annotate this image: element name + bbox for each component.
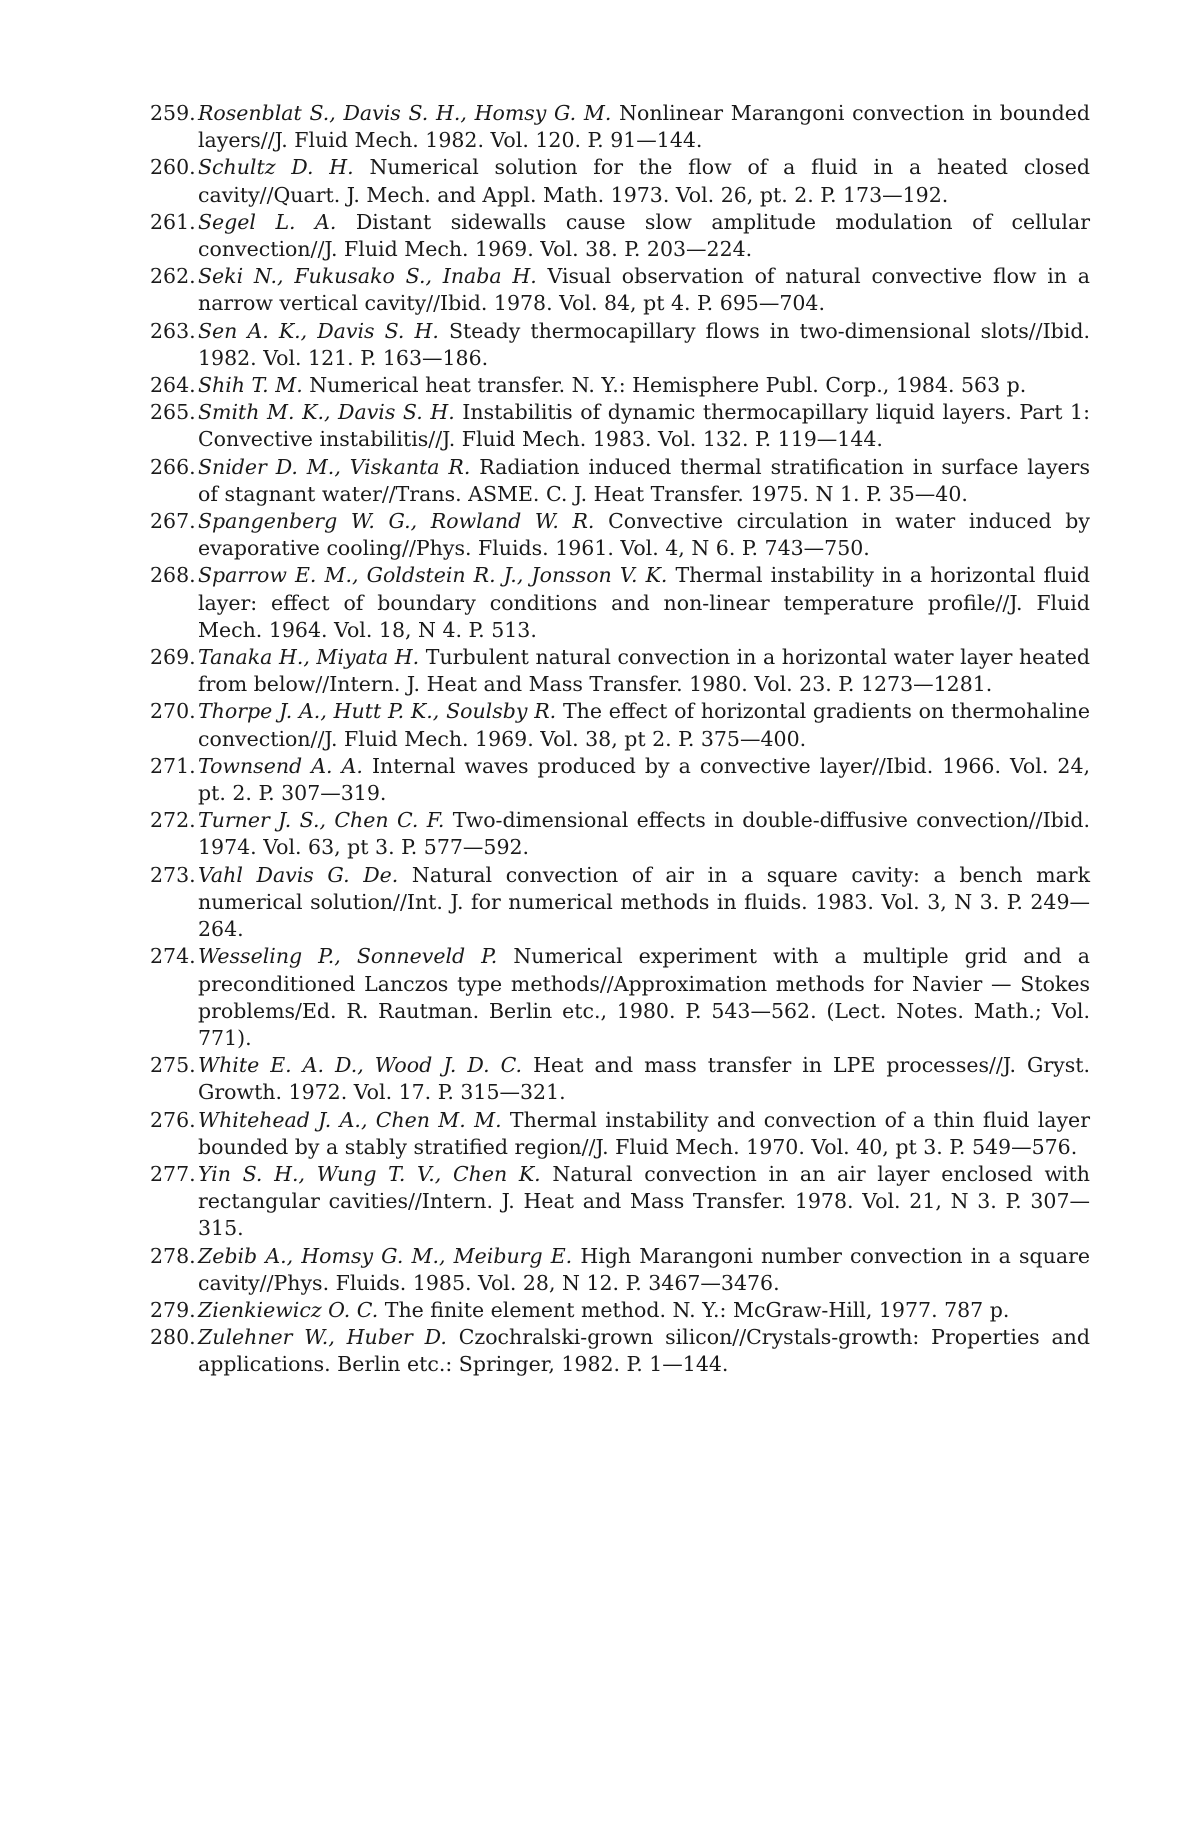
reference-authors: Yin S. H., Wung T. V., Chen K. [198,1161,541,1186]
reference-number: 277. [150,1161,196,1186]
reference-text: Instabilitis of dynamic thermocapillary liquid layers. Part 1: Convective instabilitis//J. Fluid Mech. 1983. Vol. 132. P. 119—144. [198,400,1090,452]
reference-number: 262. [150,264,196,289]
reference-text: Convective circulation in water induced by evaporative cooling//Phys. Fluids. 1961. Vol. 4, N 6. P. 743—750. [198,509,1090,561]
reference-text: Turbulent natural convection in a horizontal water layer heated from below//Intern. J. Heat and Mass Transfer. 1980. Vol. 23. P. 1273—1281. [198,645,1090,697]
reference-item-263 [150,318,1090,372]
reference-authors: Snider D. M., Viskanta R. [198,454,471,479]
reference-item-269 [150,644,1090,698]
reference-authors: Townsend A. A. [198,753,363,778]
reference-authors: Zebib A., Homsy G. M., Meiburg E. [198,1243,573,1268]
reference-text: Numerical solution for the flow of a fluid in a heated closed cavity//Quart. J. Mech. and Appl. Math. 1973. Vol. 26, pt. 2. P. 173—192. [198,155,1090,207]
reference-item-274 [150,943,1090,1052]
reference-text: Visual observation of natural convective flow in a narrow vertical cavity//Ibid. 1978. Vol. 84, pt 4. P. 695—704. [198,264,1090,316]
reference-number: 264. [150,373,196,398]
reference-authors: Sen A. K., Davis S. H. [198,318,439,343]
reference-text: Heat and mass transfer in LPE processes//J. Gryst. Growth. 1972. Vol. 17. P. 315—321. [198,1053,1090,1105]
reference-text: Thermal instability and convection of a thin fluid layer bounded by a stably stratified region//J. Fluid Mech. 1970. Vol. 40, pt 3. P. 549—576. [198,1107,1090,1159]
reference-item-270 [150,698,1090,752]
reference-number: 271. [150,753,196,778]
reference-number: 269. [150,645,196,670]
reference-text: Nonlinear Marangoni convection in bounded layers//J. Fluid Mech. 1982. Vol. 120. P. 91—144. [198,101,1091,153]
reference-item-265 [150,399,1090,453]
reference-number: 280. [150,1325,196,1350]
reference-item-262 [150,263,1090,317]
reference-number: 261. [150,209,196,234]
reference-item-272 [150,807,1090,861]
reference-text: Numerical experiment with a multiple grid and a preconditioned Lanczos type methods//Approximation methods for Navier — Stokes problems/Ed. R. Rautman. Berlin etc., 1980. P. 543—562. (Lect. Notes. Math.; Vol. 771). [198,944,1090,1050]
reference-text: Internal waves produced by a convective layer//Ibid. 1966. Vol. 24, pt. 2. P. 307—319. [198,753,1091,806]
reference-text: Two-dimensional effects in double-diffusive convection//Ibid. 1974. Vol. 63, pt 3. P. 577—592. [198,808,1091,860]
reference-authors: Seki N., Fukusako S., Inaba H. [198,264,537,289]
reference-number: 267. [150,509,196,534]
reference-text: Natural convection in an air layer enclosed with rectangular cavities//Intern. J. Heat and Mass Transfer. 1978. Vol. 21, N 3. P. 307—315. [198,1161,1090,1241]
reference-authors: Whitehead J. A., Chen M. M. [198,1107,502,1132]
reference-item-275 [150,1052,1090,1106]
reference-number: 263. [150,318,196,343]
reference-item-278 [150,1243,1090,1297]
reference-text: Radiation induced thermal stratification in surface layers of stagnant water//Trans. ASME. C. J. Heat Transfer. 1975. N 1. P. 35—40. [198,454,1091,506]
reference-number: 259. [150,101,196,125]
reference-number: 279. [150,1297,196,1322]
reference-item-276 [150,1107,1090,1161]
reference-number: 270. [150,699,196,724]
reference-authors: Zienkiewicz O. C. [198,1297,379,1322]
reference-number: 265. [150,400,196,425]
reference-text: High Marangoni number convection in a square cavity//Phys. Fluids. 1985. Vol. 28, N 12. P. 3467—3476. [198,1243,1090,1295]
reference-item-280 [150,1324,1090,1378]
reference-authors: Thorpe J. A., Hutt P. K., Soulsby R. [198,699,557,724]
reference-text: Czochralski-grown silicon//Crystals-growth: Properties and applications. Berlin etc.: Springer, 1982. P. 1—144. [198,1325,1090,1377]
reference-authors: Spangenberg W. G., Rowland W. R. [198,509,595,534]
reference-item-279 [150,1297,1090,1324]
reference-text: Steady thermocapillary flows in two-dimensional slots//Ibid. 1982. Vol. 121. P. 163—186. [198,318,1090,370]
reference-item-261 [150,209,1090,263]
reference-number: 260. [150,155,196,180]
reference-number: 268. [150,563,196,588]
reference-number: 274. [150,944,196,969]
reference-text: Distant sidewalls cause slow amplitude modulation of cellular convection//J. Fluid Mech. 1969. Vol. 38. P. 203—224. [198,209,1090,262]
reference-text: Thermal instability in a horizontal fluid layer: effect of boundary conditions and non-linear temperature profile//J. Fluid Mech. 1964. Vol. 18, N 4. P. 513. [198,563,1090,642]
reference-authors: Wesseling P., Sonneveld P. [198,944,498,969]
reference-item-260 [150,154,1090,208]
reference-authors: Smith M. K., Davis S. H. [198,400,455,425]
reference-number: 278. [150,1243,196,1268]
reference-authors: Sparrow E. M., Goldstein R. J., Jonsson V. K. [198,563,668,588]
reference-item-264 [150,372,1090,399]
reference-text: Numerical heat transfer. N. Y.: Hemisphere Publ. Corp., 1984. 563 p. [302,373,1027,398]
reference-number: 273. [150,862,196,887]
reference-authors: Zulehner W., Huber D. [198,1325,447,1350]
reference-item-266 [150,454,1090,508]
reference-text: The finite element method. N. Y.: McGraw-Hill, 1977. 787 p. [378,1297,1010,1322]
reference-item-273 [150,862,1090,944]
reference-number: 276. [150,1107,196,1132]
reference-authors: Rosenblat S., Davis S. H., Homsy G. M. [198,101,612,125]
reference-text: Natural convection of air in a square cavity: a bench mark numerical solution//Int. J. for numerical methods in fluids. 1983. Vol. 3, N 3. P. 249—264. [198,862,1091,942]
reference-number: 272. [150,808,196,833]
reference-item-267 [150,508,1090,562]
reference-item-259 [150,100,1090,154]
reference-authors: Vahl Davis G. De. [198,862,399,887]
reference-authors: Turner J. S., Chen C. F. [198,808,445,833]
reference-number: 266. [150,454,196,479]
reference-text: The effect of horizontal gradients on thermohaline convection//J. Fluid Mech. 1969. Vol. 38, pt 2. P. 375—400. [198,699,1090,751]
reference-list [150,100,1090,1379]
reference-authors: Shih T. M. [198,373,303,398]
reference-authors: Segel L. A. [198,209,337,234]
reference-authors: White E. A. D., Wood J. D. C. [198,1053,523,1078]
reference-item-277 [150,1161,1090,1243]
reference-item-271 [150,753,1090,807]
reference-number: 275. [150,1053,196,1078]
reference-item-268 [150,562,1090,644]
reference-authors: Tanaka H., Miyata H. [198,645,420,670]
reference-authors: Schultz D. H. [198,155,354,180]
